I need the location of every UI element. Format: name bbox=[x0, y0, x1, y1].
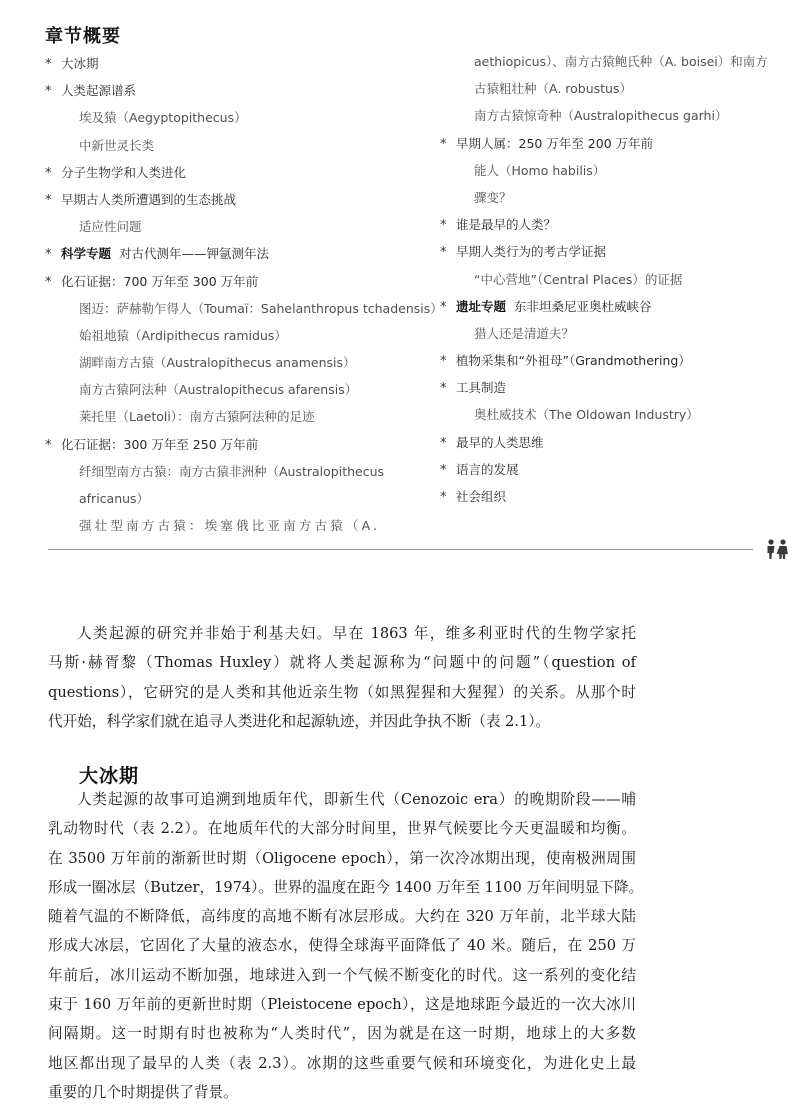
outline-bullet-item bbox=[45, 186, 415, 213]
outline-item-text: 图迈：萨赫勒乍得人（Toumaï：Sahelanthropus tchadensis） bbox=[79, 300, 443, 316]
outline-item-text: 早期古人类所遭遇到的生态挑战 bbox=[61, 191, 237, 207]
paragraph-line: 年前后，冰川运动不断加强，地球进入到一个气候不断变化的时代。这一系列的变化结 bbox=[48, 966, 636, 984]
outline-sub-item bbox=[45, 403, 415, 430]
outline-item-text: 人类起源谱系 bbox=[61, 83, 137, 99]
outline-left-column bbox=[45, 50, 443, 539]
outline-item-text: 莱托里（Laetoli）：南方古猿阿法种的足迹 bbox=[79, 409, 315, 425]
outline-item-text: 湖畔南方古猿（Australopithecus anamensis） bbox=[79, 355, 356, 371]
paragraph-line: 乳动物时代（表 2.2）。在地质年代的大部分时间里，世界气候要比今天更温暖和均衡。 bbox=[48, 820, 636, 838]
outline-bullet-item bbox=[45, 159, 415, 186]
outline-sub-item bbox=[45, 485, 415, 512]
outline-bullet-item bbox=[440, 456, 790, 483]
outline-item-text: 东非坦桑尼亚奥杜威峡谷 bbox=[514, 298, 652, 314]
outline-bullet-item bbox=[45, 431, 415, 458]
outline-sub-item bbox=[440, 184, 790, 211]
paragraph-line: 间隔期。这一时期有时也被称为“人类时代”，因为就是在这一时期，地球上的大多数 bbox=[48, 1025, 636, 1043]
outline-bullet-item bbox=[440, 483, 790, 510]
outline-sub-item bbox=[45, 376, 415, 403]
outline-sub-item bbox=[440, 266, 790, 293]
outline-item-text: 谁是最早的人类？ bbox=[456, 217, 557, 233]
outline-item-text: 适应性问题 bbox=[79, 219, 142, 235]
outline-item-text: 骤变？ bbox=[474, 189, 512, 205]
outline-item-text: 早期人类行为的考古学证据 bbox=[456, 244, 607, 260]
outline-item-text: “中心营地”（Central Places）的证据 bbox=[474, 271, 683, 287]
outline-sub-item bbox=[440, 48, 790, 75]
outline-item-text: 始祖地猿（Ardipithecus ramidus） bbox=[79, 327, 287, 343]
outline-item-text: 古猿粗壮种（A. robustus） bbox=[474, 81, 632, 97]
outline-item-text: 纤细型南方古猿：南方古猿非洲种（Australopithecus bbox=[79, 463, 385, 479]
outline-item-text: 能人（Homo habilis） bbox=[474, 162, 606, 178]
paragraph-line: 人类起源的研究并非始于利基夫妇。早在 1863 年，维多利亚时代的生物学家托 bbox=[77, 625, 636, 642]
intro-paragraph bbox=[48, 619, 636, 736]
outline-bullet-item bbox=[45, 268, 415, 295]
outline-item-text: 埃及猿（Aegyptopithecus） bbox=[79, 110, 247, 126]
outline-bullet-item bbox=[45, 240, 415, 267]
outline-item-text: 早期人属：250 万年至 200 万年前 bbox=[456, 135, 654, 151]
outline-sub-item bbox=[45, 213, 415, 240]
paragraph-line: 束于 160 万年前的更新世时期（Pleistocene epoch），这是地球距今最近的一次大冰川 bbox=[48, 996, 636, 1014]
outline-sub-item bbox=[440, 75, 790, 102]
outline-sub-item bbox=[45, 322, 415, 349]
paragraph-line: 形成大冰层，它固化了大量的液态水，使得全球海平面降低了 40 米。随后，在 250 万 bbox=[48, 937, 636, 955]
outline-bullet-item bbox=[440, 238, 790, 265]
outline-sub-item bbox=[45, 512, 415, 539]
section-divider bbox=[48, 549, 753, 550]
outline-item-text: aethiopicus）、南方古猿鲍氏种（A. boisei）和南方 bbox=[474, 54, 768, 69]
outline-item-text: 植物采集和“外祖母”（Grandmothering） bbox=[456, 353, 691, 369]
outline-item-text: 中新世灵长类 bbox=[79, 137, 155, 153]
paragraph-line: 形成一圈冰层（Butzer，1974）。世界的温度在距今 1400 万年至 1100 万年间明显下降。 bbox=[48, 878, 644, 896]
feature-label: 科学专题 bbox=[61, 246, 112, 262]
outline-item-text: 化石证据：700 万年至 300 万年前 bbox=[61, 273, 259, 289]
outline-item-text: africanus） bbox=[79, 491, 150, 506]
paragraph-line: 马斯·赫胥黎（Thomas Huxley）就将人类起源称为“问题中的问题”（question of bbox=[48, 654, 636, 672]
outline-sub-item bbox=[440, 401, 790, 428]
outline-item-text: 南方古猿惊奇种（Australopithecus garhi） bbox=[474, 108, 728, 124]
outline-item-text: 分子生物学和人类进化 bbox=[61, 164, 187, 180]
feature-label: 遗址专题 bbox=[456, 298, 507, 314]
outline-item-text: 强壮型南方古猿：埃塞俄比亚南方古猿（A. bbox=[79, 518, 381, 534]
paragraph-line: 在 3500 万年前的渐新世时期（Oligocene epoch），第一次冷冰期出现，使南极洲周围 bbox=[48, 849, 636, 867]
outline-right-column bbox=[440, 48, 790, 510]
outline-bullet-item bbox=[440, 130, 790, 157]
outline-sub-item bbox=[45, 295, 443, 322]
paragraph-line: questions），它研究的是人类和其他近亲生物（如黑猩猩和大猩猩）的关系。从那个时 bbox=[48, 683, 636, 701]
outline-item-text: 化石证据：300 万年至 250 万年前 bbox=[61, 436, 259, 452]
outline-sub-item bbox=[45, 132, 415, 159]
paragraph-line: 重要的几个时期提供了背景。 bbox=[48, 1083, 238, 1101]
outline-sub-item bbox=[45, 458, 415, 485]
outline-item-text: 大冰期 bbox=[61, 56, 99, 71]
outline-sub-item bbox=[45, 104, 415, 131]
outline-item-text: 南方古猿阿法种（Australopithecus afarensis） bbox=[79, 382, 358, 398]
section-heading: 大冰期 bbox=[79, 765, 140, 787]
outline-item-text: 社会组织 bbox=[456, 489, 507, 504]
people-icon bbox=[764, 538, 790, 560]
outline-item-text: 猎人还是清道夫？ bbox=[474, 325, 575, 341]
outline-item-text: 奥杜威技术（The Oldowan Industry） bbox=[474, 407, 699, 423]
paragraph-line: 地区都出现了最早的人类（表 2.3）。冰期的这些重要气候和环境变化，为进化史上最 bbox=[48, 1054, 636, 1072]
outline-sub-item bbox=[440, 320, 790, 347]
chapter-outline bbox=[45, 20, 768, 540]
outline-bullet-item bbox=[440, 211, 790, 238]
outline-sub-item bbox=[440, 102, 790, 129]
outline-item-text: 对古代测年——钾氩测年法 bbox=[119, 246, 270, 262]
outline-bullet-item bbox=[440, 429, 790, 456]
paragraph-line: 人类起源的故事可追溯到地质年代，即新生代（Cenozoic era）的晚期阶段——哺 bbox=[77, 791, 636, 808]
section-paragraph bbox=[48, 785, 644, 1107]
outline-sub-item bbox=[45, 349, 415, 376]
outline-bullet-item bbox=[440, 374, 790, 401]
outline-bullet-item bbox=[45, 77, 415, 104]
outline-bullet-item bbox=[45, 50, 415, 77]
outline-bullet-item bbox=[440, 347, 790, 374]
outline-bullet-item bbox=[440, 293, 790, 320]
outline-sub-item bbox=[440, 157, 790, 184]
paragraph-line: 随着气温的不断降低，高纬度的高地不断有冰层形成。大约在 320 万年前，北半球大陆 bbox=[48, 908, 636, 926]
paragraph-line: 代开始，科学家们就在追寻人类进化和起源轨迹，并因此争执不断（表 2.1）。 bbox=[48, 712, 551, 730]
outline-item-text: 语言的发展 bbox=[456, 461, 519, 477]
outline-item-text: 工具制造 bbox=[456, 380, 507, 396]
outline-title: 章节概要 bbox=[45, 26, 121, 47]
outline-item-text: 最早的人类思维 bbox=[456, 434, 544, 450]
